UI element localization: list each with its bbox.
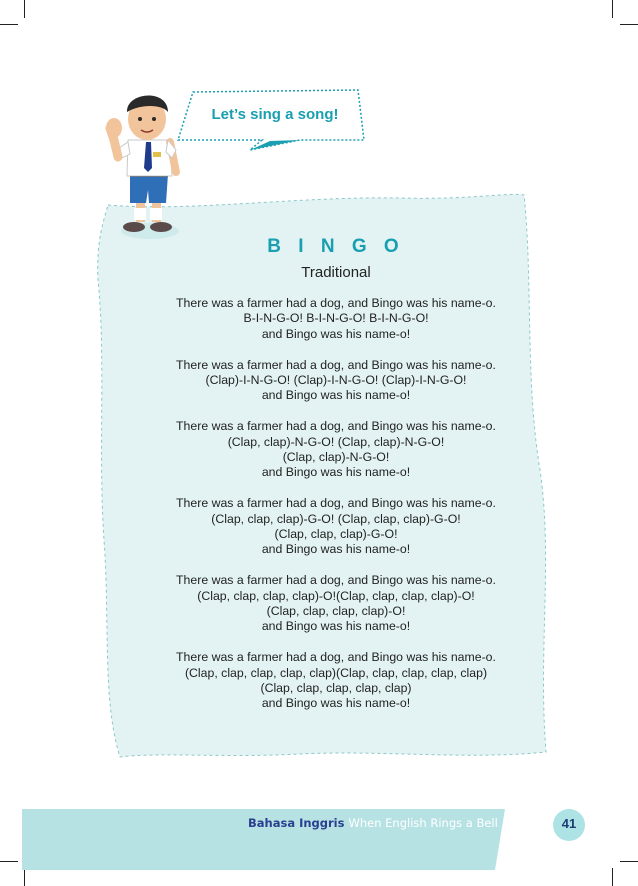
lyric-line: and Bingo was his name-o! [261, 542, 411, 557]
lyric-line: (Clap, clap, clap)-G-O! [274, 527, 398, 542]
stanza [160, 650, 512, 712]
lyric-line: There was a farmer had a dog, and Bingo was his name-o. [176, 573, 496, 588]
lyric-line: (Clap, clap, clap, clap, clap)(Clap, clap, clap, clap, clap) [184, 665, 488, 680]
lyric-line: There was a farmer had a dog, and Bingo was his name-o. [176, 419, 496, 434]
lyric-line: and Bingo was his name-o! [261, 619, 411, 634]
stanza [160, 358, 512, 404]
lyric-line: (Clap, clap, clap, clap)-O!(Clap, clap, clap, clap)-O! [197, 588, 475, 603]
lyric-line: There was a farmer had a dog, and Bingo was his name-o. [176, 496, 496, 511]
lyric-line: and Bingo was his name-o! [261, 465, 411, 480]
lyric-line: and Bingo was his name-o! [261, 696, 411, 711]
lyric-line: and Bingo was his name-o! [261, 388, 411, 403]
footer-book-subtitle: When English Rings a Bell [348, 816, 498, 830]
lyric-line: (Clap, clap, clap)-G-O! (Clap, clap, clap)-G-O! [211, 511, 461, 526]
stanza [160, 419, 512, 481]
stanza [160, 496, 512, 558]
lyric-line: There was a farmer had a dog, and Bingo was his name-o. [176, 650, 496, 665]
lyric-line: (Clap, clap, clap, clap, clap) [260, 681, 412, 696]
lyric-line: B-I-N-G-O! B-I-N-G-O! B-I-N-G-O! [243, 311, 429, 326]
speech-bubble-text: Let’s sing a song! [211, 106, 339, 123]
lyric-line: There was a farmer had a dog, and Bingo was his name-o. [176, 357, 496, 372]
lyric-line: (Clap)-I-N-G-O! (Clap)-I-N-G-O! (Clap)-I-N-G-O! [205, 373, 467, 388]
song-lyrics [160, 296, 512, 727]
song-title: B I N G O [267, 236, 405, 257]
stanza [160, 573, 512, 635]
lyric-line: (Clap, clap, clap, clap)-O! [266, 604, 406, 619]
footer-book-name: Bahasa Inggris [248, 816, 345, 830]
lyric-line: (Clap, clap)-N-G-O! [282, 450, 390, 465]
footer-book-title [248, 816, 498, 830]
song-subtitle: Traditional [301, 264, 371, 281]
lyric-line: and Bingo was his name-o! [261, 326, 411, 341]
lyric-line: (Clap, clap)-N-G-O! (Clap, clap)-N-G-O! [227, 434, 445, 449]
stanza [160, 296, 512, 342]
page-number: 41 [553, 809, 585, 841]
lyric-line: There was a farmer had a dog, and Bingo was his name-o. [176, 296, 496, 310]
